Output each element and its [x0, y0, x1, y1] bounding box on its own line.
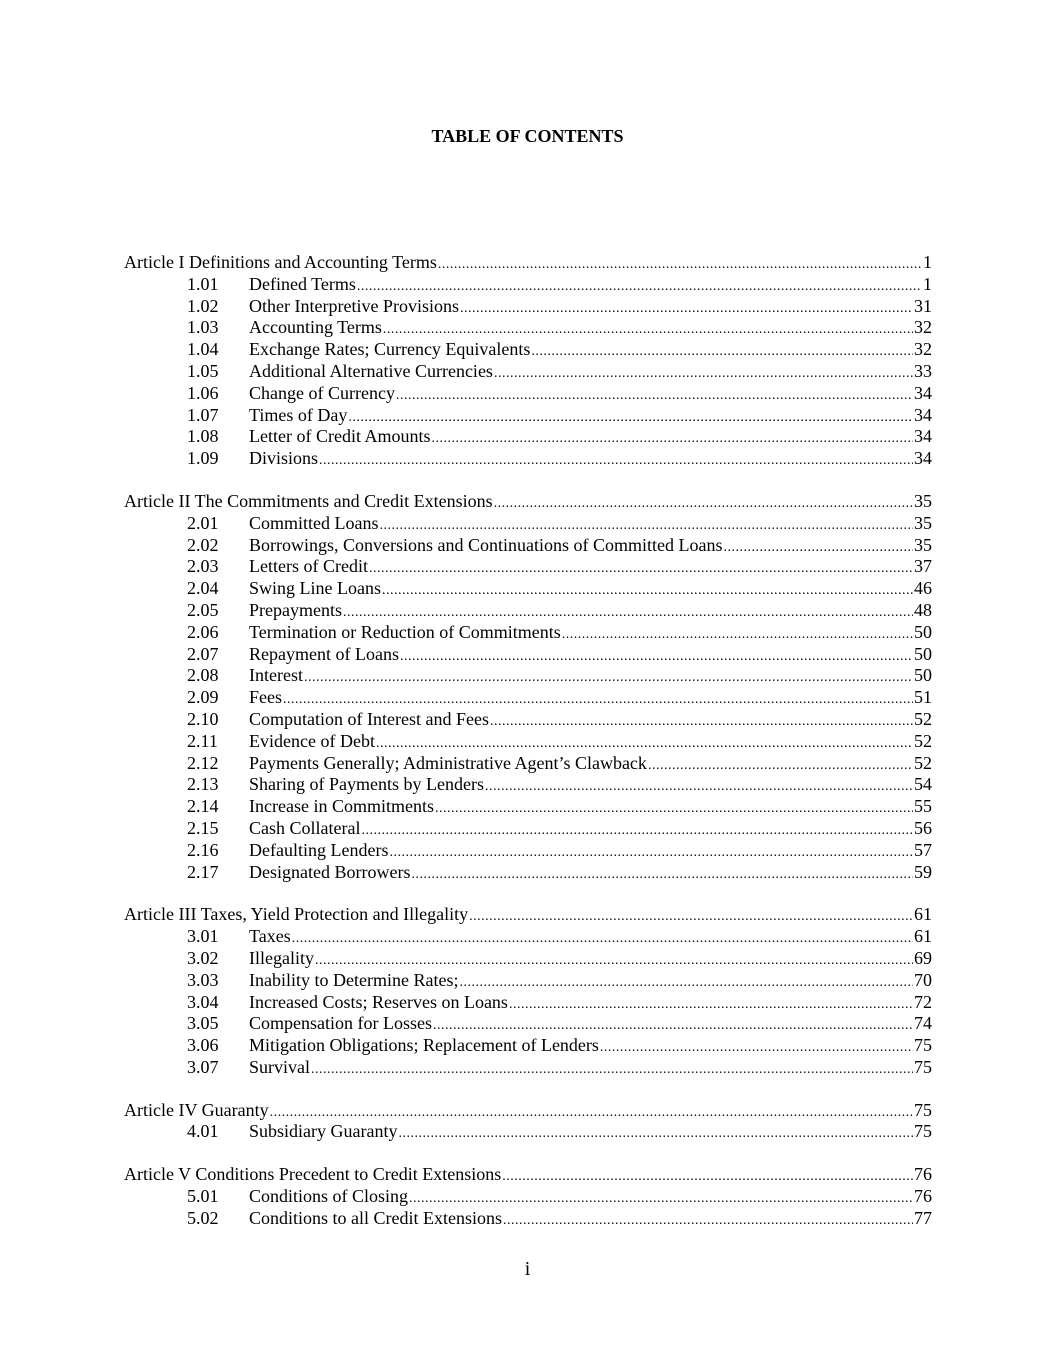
toc-article-block [124, 252, 932, 470]
page-ref: 76 [914, 1164, 932, 1185]
toc-section-entry[interactable] [124, 753, 932, 775]
section-number: 3.04 [187, 991, 219, 1012]
section-number: 2.01 [187, 512, 219, 533]
dot-leader [460, 298, 913, 318]
toc-article-entry[interactable] [124, 491, 932, 513]
dot-leader [400, 646, 913, 666]
dot-leader [562, 624, 913, 644]
toc-section-entry[interactable] [124, 383, 932, 405]
dot-leader [503, 1210, 913, 1230]
dot-leader [315, 950, 913, 970]
toc-section-entry[interactable] [124, 1035, 932, 1057]
toc-section-entry[interactable] [124, 1208, 932, 1230]
toc-section-entry[interactable] [124, 948, 932, 970]
section-title: Termination or Reduction of Commitments [249, 621, 561, 642]
section-title: Subsidiary Guaranty [249, 1121, 398, 1142]
section-title: Committed Loans [249, 512, 379, 533]
section-title: Evidence of Debt [249, 730, 375, 751]
toc-article-block [124, 904, 932, 1078]
section-title: Compensation for Losses [249, 1013, 432, 1034]
page-ref: 37 [914, 556, 932, 577]
dot-leader [380, 515, 914, 535]
dot-leader [509, 994, 913, 1014]
page-ref: 61 [914, 926, 932, 947]
section-title: Swing Line Loans [249, 578, 381, 599]
dot-leader [469, 906, 913, 926]
toc-section-entry[interactable] [124, 1057, 932, 1079]
dot-leader [409, 1188, 913, 1208]
page-ref: 54 [914, 774, 932, 795]
dot-leader [270, 1102, 913, 1122]
toc-section-entry[interactable] [124, 1013, 932, 1035]
section-title: Computation of Interest and Fees [249, 708, 489, 729]
page-ref: 34 [914, 426, 932, 447]
page-ref: 61 [914, 904, 932, 925]
dot-leader [531, 341, 913, 361]
dot-leader [398, 1123, 913, 1143]
page-ref: 75 [914, 1035, 932, 1056]
page-ref: 34 [914, 448, 932, 469]
dot-leader [319, 450, 913, 470]
toc-section-entry[interactable] [124, 578, 932, 600]
page-ref: 1 [923, 273, 932, 294]
section-number: 2.16 [187, 839, 219, 860]
article-heading: Article II The Commitments and Credit Extensions [124, 490, 493, 511]
toc-section-entry[interactable] [124, 622, 932, 644]
section-number: 2.11 [187, 730, 218, 751]
dot-leader [490, 711, 913, 731]
section-title: Sharing of Payments by Lenders [249, 774, 484, 795]
toc-section-entry[interactable] [124, 317, 932, 339]
toc-article-entry[interactable] [124, 904, 932, 926]
toc-section-entry[interactable] [124, 687, 932, 709]
toc-section-entry[interactable] [124, 665, 932, 687]
section-title: Times of Day [249, 404, 348, 425]
article-heading: Article V Conditions Precedent to Credit Extensions [124, 1164, 502, 1185]
dot-leader [311, 1059, 913, 1079]
toc-article-entry[interactable] [124, 252, 932, 274]
page-ref: 46 [914, 578, 932, 599]
section-number: 3.01 [187, 926, 219, 947]
dot-leader [494, 363, 913, 383]
page-ref: 35 [914, 490, 932, 511]
page-ref: 76 [914, 1186, 932, 1207]
dot-leader [376, 733, 913, 753]
section-number: 1.02 [187, 295, 219, 316]
section-number: 2.05 [187, 599, 219, 620]
toc-section-entry[interactable] [124, 992, 932, 1014]
dot-leader [383, 319, 913, 339]
toc-section-entry[interactable] [124, 796, 932, 818]
section-number: 1.03 [187, 317, 219, 338]
table-of-contents [124, 252, 932, 1251]
section-title: Inability to Determine Rates; [249, 969, 459, 990]
dot-leader [459, 972, 913, 992]
section-title: Increase in Commitments [249, 796, 434, 817]
section-number: 5.01 [187, 1186, 219, 1207]
section-number: 2.15 [187, 817, 219, 838]
toc-section-entry[interactable] [124, 731, 932, 753]
toc-section-entry[interactable] [124, 862, 932, 884]
page-ref: 75 [914, 1056, 932, 1077]
section-title: Other Interpretive Provisions [249, 295, 459, 316]
section-title: Increased Costs; Reserves on Loans [249, 991, 508, 1012]
toc-article-block [124, 1164, 932, 1229]
page-ref: 57 [914, 839, 932, 860]
page-ref: 32 [914, 339, 932, 360]
section-title: Additional Alternative Currencies [249, 360, 493, 381]
toc-section-entry[interactable] [124, 361, 932, 383]
section-title: Mitigation Obligations; Replacement of Lenders [249, 1035, 599, 1056]
section-number: 3.06 [187, 1035, 219, 1056]
page-ref: 52 [914, 752, 932, 773]
toc-article-block [124, 1100, 932, 1144]
page-ref: 59 [914, 861, 932, 882]
section-title: Designated Borrowers [249, 861, 411, 882]
section-number: 2.03 [187, 556, 219, 577]
dot-leader [411, 864, 913, 884]
section-title: Prepayments [249, 599, 342, 620]
section-number: 1.06 [187, 382, 219, 403]
section-title: Payments Generally; Administrative Agent’s Clawback [249, 752, 647, 773]
section-number: 5.02 [187, 1207, 219, 1228]
section-title: Letter of Credit Amounts [249, 426, 431, 447]
page-ref: 35 [914, 512, 932, 533]
section-title: Interest [249, 665, 303, 686]
section-number: 1.08 [187, 426, 219, 447]
toc-article-entry[interactable] [124, 1100, 932, 1122]
page-ref: 35 [914, 534, 932, 555]
page-number: i [524, 1258, 531, 1280]
toc-title: TABLE OF CONTENTS [431, 126, 624, 146]
dot-leader [648, 755, 913, 775]
dot-leader [502, 1166, 913, 1186]
section-number: 2.10 [187, 708, 219, 729]
dot-leader [304, 667, 913, 687]
section-number: 1.01 [187, 273, 219, 294]
section-number: 2.12 [187, 752, 219, 773]
dot-leader [438, 254, 922, 274]
section-number: 2.14 [187, 796, 219, 817]
dot-leader [485, 776, 913, 796]
page-ref: 51 [914, 687, 932, 708]
section-title: Taxes [249, 926, 291, 947]
section-number: 1.04 [187, 339, 219, 360]
page-ref: 69 [914, 947, 932, 968]
toc-section-entry[interactable] [124, 818, 932, 840]
section-title: Defaulting Lenders [249, 839, 389, 860]
dot-leader [348, 407, 913, 427]
toc-section-entry[interactable] [124, 1121, 932, 1143]
section-number: 3.03 [187, 969, 219, 990]
section-title: Letters of Credit [249, 556, 368, 577]
section-number: 2.17 [187, 861, 219, 882]
dot-leader [369, 558, 913, 578]
dot-leader [723, 537, 913, 557]
page-ref: 52 [914, 730, 932, 751]
section-number: 1.07 [187, 404, 219, 425]
toc-article-entry[interactable] [124, 1164, 932, 1186]
page-ref: 32 [914, 317, 932, 338]
toc-article-block [124, 491, 932, 883]
section-number: 1.05 [187, 360, 219, 381]
toc-section-entry[interactable] [124, 709, 932, 731]
section-title: Fees [249, 687, 282, 708]
section-title: Conditions of Closing [249, 1186, 409, 1207]
section-number: 2.06 [187, 621, 219, 642]
page-ref: 52 [914, 708, 932, 729]
toc-section-entry[interactable] [124, 448, 932, 470]
page-ref: 50 [914, 665, 932, 686]
dot-leader [382, 580, 913, 600]
page-ref: 74 [914, 1013, 932, 1034]
toc-section-entry[interactable] [124, 274, 932, 296]
page-ref: 50 [914, 621, 932, 642]
section-number: 1.09 [187, 448, 219, 469]
toc-section-entry[interactable] [124, 774, 932, 796]
dot-leader [357, 276, 922, 296]
article-heading: Article IV Guaranty [124, 1099, 269, 1120]
article-heading: Article III Taxes, Yield Protection and Illegality [124, 904, 469, 925]
dot-leader [435, 798, 913, 818]
toc-section-entry[interactable] [124, 339, 932, 361]
section-number: 2.09 [187, 687, 219, 708]
page-ref: 75 [914, 1121, 932, 1142]
section-title: Exchange Rates; Currency Equivalents [249, 339, 531, 360]
page-ref: 56 [914, 817, 932, 838]
dot-leader [494, 493, 913, 513]
dot-leader [283, 689, 913, 709]
article-heading: Article I Definitions and Accounting Terms [124, 252, 437, 272]
page-ref: 72 [914, 991, 932, 1012]
section-number: 2.02 [187, 534, 219, 555]
toc-section-entry[interactable] [124, 513, 932, 535]
page-ref: 75 [914, 1099, 932, 1120]
section-number: 4.01 [187, 1121, 219, 1142]
section-title: Divisions [249, 448, 319, 469]
toc-section-entry[interactable] [124, 405, 932, 427]
section-number: 3.02 [187, 947, 219, 968]
dot-leader [292, 928, 913, 948]
section-number: 3.07 [187, 1056, 219, 1077]
section-title: Borrowings, Conversions and Continuations of Committed Loans [249, 534, 723, 555]
toc-section-entry[interactable] [124, 644, 932, 666]
section-title: Illegality [249, 947, 314, 968]
toc-section-entry[interactable] [124, 1186, 932, 1208]
page-ref: 34 [914, 382, 932, 403]
dot-leader [433, 1015, 913, 1035]
section-number: 3.05 [187, 1013, 219, 1034]
toc-section-entry[interactable] [124, 556, 932, 578]
page-ref: 77 [914, 1207, 932, 1228]
section-title: Accounting Terms [249, 317, 382, 338]
dot-leader [361, 820, 913, 840]
page-ref: 55 [914, 796, 932, 817]
page-ref: 50 [914, 643, 932, 664]
toc-section-entry[interactable] [124, 535, 932, 557]
section-number: 2.13 [187, 774, 219, 795]
section-number: 2.08 [187, 665, 219, 686]
section-title: Conditions to all Credit Extensions [249, 1207, 502, 1228]
section-title: Defined Terms [249, 273, 356, 294]
section-number: 2.07 [187, 643, 219, 664]
section-title: Cash Collateral [249, 817, 361, 838]
dot-leader [431, 428, 913, 448]
toc-section-entry[interactable] [124, 926, 932, 948]
page-ref: 34 [914, 404, 932, 425]
toc-section-entry[interactable] [124, 426, 932, 448]
section-title: Survival [249, 1056, 310, 1077]
page-ref: 48 [914, 599, 932, 620]
toc-section-entry[interactable] [124, 970, 932, 992]
toc-section-entry[interactable] [124, 840, 932, 862]
dot-leader [396, 385, 913, 405]
toc-section-entry[interactable] [124, 296, 932, 318]
toc-section-entry[interactable] [124, 600, 932, 622]
page-ref: 33 [914, 360, 932, 381]
dot-leader [343, 602, 913, 622]
page-ref: 70 [914, 969, 932, 990]
dot-leader [600, 1037, 913, 1057]
page-ref: 1 [923, 252, 932, 272]
section-title: Change of Currency [249, 382, 395, 403]
dot-leader [389, 842, 913, 862]
page-ref: 31 [914, 295, 932, 316]
section-number: 2.04 [187, 578, 219, 599]
section-title: Repayment of Loans [249, 643, 399, 664]
